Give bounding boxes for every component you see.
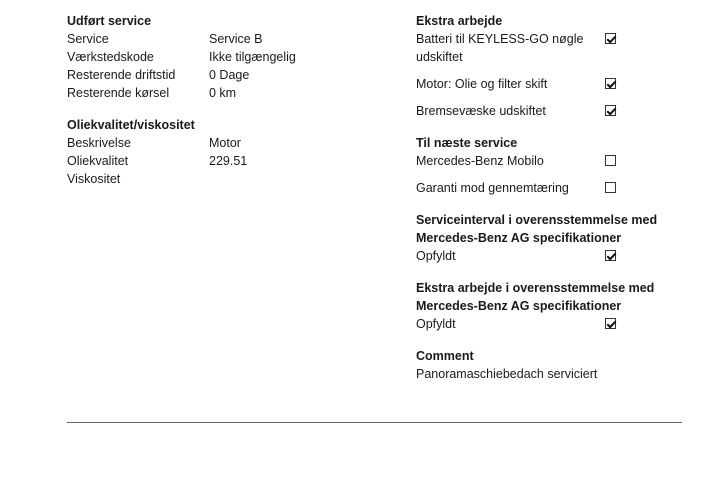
kv-label: Service bbox=[67, 32, 109, 46]
right-column bbox=[416, 12, 676, 397]
check-label: Bremsevæske udskiftet bbox=[416, 104, 546, 118]
kv-value: Service B bbox=[209, 32, 263, 46]
status-label: Opfyldt bbox=[416, 317, 456, 331]
service-interval-heading: Serviceinterval i overensstemmelse med Mercedes-Benz AG specifikationer bbox=[416, 213, 658, 245]
kv-row bbox=[67, 152, 387, 170]
service-interval-section bbox=[416, 211, 676, 265]
extra-work-heading: Ekstra arbejde bbox=[416, 14, 503, 28]
extra-work-spec-heading: Ekstra arbejde i overensstemmelse med Mercedes-Benz AG specifikationer bbox=[416, 281, 655, 313]
extra-work-spec-section bbox=[416, 279, 676, 333]
checkbox-oil-filter[interactable] bbox=[605, 78, 616, 89]
left-column bbox=[67, 12, 387, 202]
check-row bbox=[416, 30, 676, 66]
kv-row bbox=[67, 170, 387, 188]
kv-value: Motor bbox=[209, 136, 241, 150]
kv-row bbox=[67, 66, 387, 84]
checkbox-mobilo[interactable] bbox=[605, 155, 616, 166]
kv-row bbox=[67, 48, 387, 66]
check-row bbox=[416, 179, 676, 197]
checkbox-service-interval[interactable] bbox=[605, 250, 616, 261]
kv-label: Værkstedskode bbox=[67, 50, 154, 64]
kv-label: Viskositet bbox=[67, 172, 121, 186]
check-row bbox=[416, 152, 676, 170]
kv-value: 0 Dage bbox=[209, 68, 250, 82]
oil-quality-section bbox=[67, 116, 387, 188]
checkbox-rust-warranty[interactable] bbox=[605, 182, 616, 193]
check-label: Mercedes-Benz Mobilo bbox=[416, 154, 544, 168]
kv-label: Beskrivelse bbox=[67, 136, 131, 150]
check-row bbox=[416, 247, 676, 265]
next-service-heading: Til næste service bbox=[416, 136, 518, 150]
performed-service-section bbox=[67, 12, 387, 102]
check-row bbox=[416, 315, 676, 333]
kv-label: Resterende driftstid bbox=[67, 68, 176, 82]
kv-label: Oliekvalitet bbox=[67, 154, 129, 168]
performed-service-heading: Udført service bbox=[67, 14, 152, 28]
checkbox-brake-fluid[interactable] bbox=[605, 105, 616, 116]
kv-value: Ikke tilgængelig bbox=[209, 50, 296, 64]
checkbox-extra-work-spec[interactable] bbox=[605, 318, 616, 329]
divider bbox=[67, 422, 682, 423]
next-service-section bbox=[416, 134, 676, 197]
extra-work-section bbox=[416, 12, 676, 120]
check-row bbox=[416, 102, 676, 120]
kv-label: Resterende kørsel bbox=[67, 86, 170, 100]
kv-row bbox=[67, 134, 387, 152]
comment-text: Panoramaschiebedach serviciert bbox=[416, 367, 598, 381]
check-label: Garanti mod gennemtæring bbox=[416, 181, 569, 195]
status-label: Opfyldt bbox=[416, 249, 456, 263]
kv-row bbox=[67, 84, 387, 102]
kv-value: 229.51 bbox=[209, 154, 248, 168]
kv-row bbox=[67, 30, 387, 48]
check-label: Batteri til KEYLESS-GO nøgle udskiftet bbox=[416, 32, 584, 64]
kv-value: 0 km bbox=[209, 86, 237, 100]
checkbox-keyless-battery[interactable] bbox=[605, 33, 616, 44]
comment-section bbox=[416, 347, 676, 383]
check-label: Motor: Olie og filter skift bbox=[416, 77, 548, 91]
oil-quality-heading: Oliekvalitet/viskositet bbox=[67, 118, 195, 132]
comment-heading: Comment bbox=[416, 349, 474, 363]
check-row bbox=[416, 75, 676, 93]
